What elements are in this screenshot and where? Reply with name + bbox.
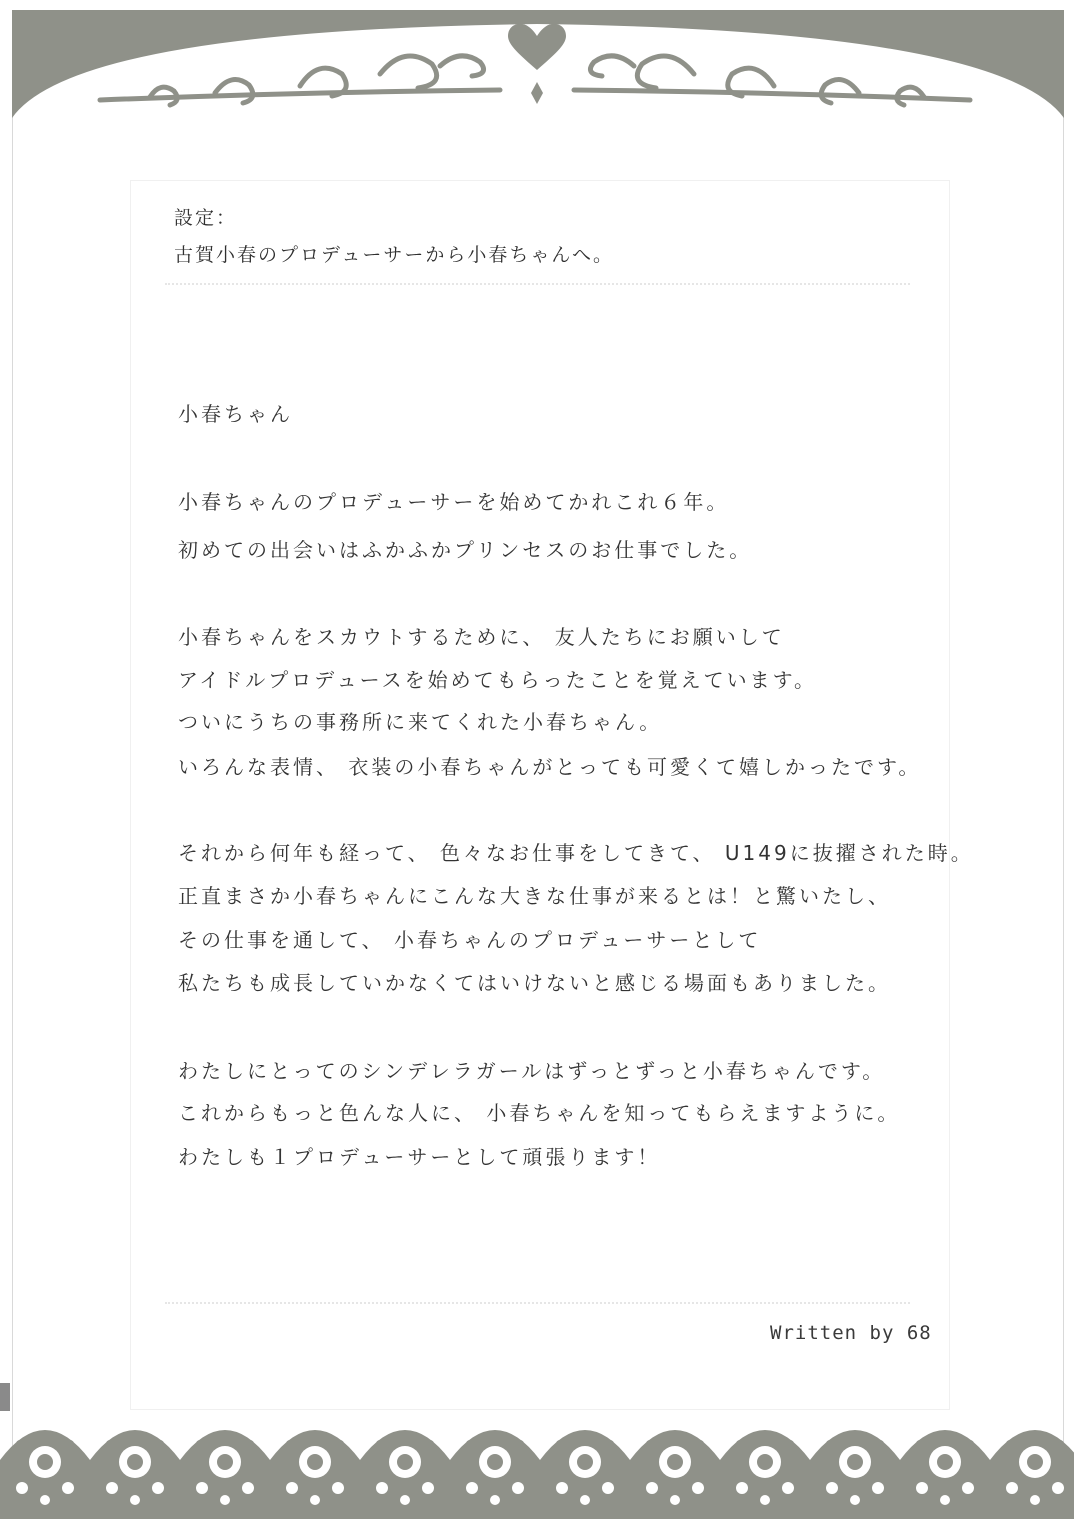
letter-line: いろんな表情、 衣装の小春ちゃんがとっても可愛くて嬉しかったです。 bbox=[178, 755, 922, 779]
letter-line: 正直まさか小春ちゃんにこんな大きな仕事が来るとは！と驚いたし、 bbox=[178, 884, 891, 908]
letter-line: わたしにとってのシンデレラガールはずっとずっと小春ちゃんです。 bbox=[178, 1059, 886, 1083]
letter-line: アイドルプロデュースを始めてもらったことを覚えています。 bbox=[178, 668, 817, 692]
letter-line: 小春ちゃんのプロデューサーを始めてかれこれ６年。 bbox=[178, 490, 730, 514]
lace-border-icon bbox=[0, 1400, 1074, 1519]
header-divider bbox=[165, 283, 910, 285]
letter-line: その仕事を通して、 小春ちゃんのプロデューサーとして bbox=[178, 928, 762, 952]
letter-line: ついにうちの事務所に来てくれた小春ちゃん。 bbox=[178, 710, 663, 734]
letter-line: これからもっと色んな人に、 小春ちゃんを知ってもらえますように。 bbox=[178, 1101, 901, 1125]
letter-line: 初めての出会いはふかふかプリンセスのお仕事でした。 bbox=[178, 538, 753, 562]
top-frame bbox=[0, 0, 1074, 160]
setting-label: 設定： bbox=[174, 207, 238, 229]
heart-icon bbox=[508, 24, 566, 70]
letter-salutation: 小春ちゃん bbox=[178, 402, 293, 426]
letter-line: 私たちも成長していかなくてはいけないと感じる場面もありました。 bbox=[178, 971, 891, 995]
letter-line: それから何年も経って、 色々なお仕事をしてきて、 U149に抜擢された時。 bbox=[178, 841, 974, 865]
signature: Written by 68 bbox=[770, 1322, 932, 1344]
drop-ornament-icon bbox=[531, 82, 543, 104]
footer-divider bbox=[165, 1302, 910, 1304]
letter-line: わたしも１プロデューサーとして頑張ります！ bbox=[178, 1145, 661, 1169]
setting-text: 古賀小春のプロデューサーから小春ちゃんへ。 bbox=[174, 244, 615, 266]
letter-line: 小春ちゃんをスカウトするために、 友人たちにお願いして bbox=[178, 625, 785, 649]
text-panel bbox=[130, 180, 950, 1410]
